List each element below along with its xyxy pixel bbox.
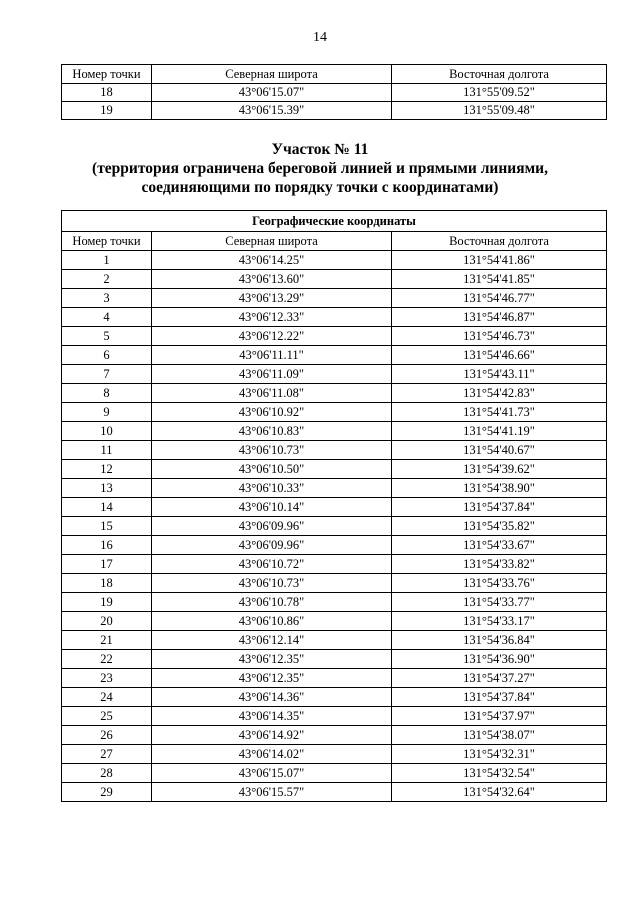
table-row — [62, 707, 607, 726]
cell-latitude: 43°06'10.14" — [152, 498, 392, 517]
table-row — [62, 517, 607, 536]
cell-point-number: 13 — [62, 479, 152, 498]
main-coordinates-table — [61, 210, 607, 802]
table-row — [62, 745, 607, 764]
table-row — [62, 498, 607, 517]
cell-point-number: 6 — [62, 346, 152, 365]
table-row — [62, 384, 607, 403]
cell-latitude: 43°06'10.83" — [152, 422, 392, 441]
cell-longitude: 131°54'32.64" — [392, 783, 607, 802]
cell-point-number: 7 — [62, 365, 152, 384]
cell-latitude: 43°06'15.07" — [152, 84, 392, 102]
cell-latitude: 43°06'10.50" — [152, 460, 392, 479]
table-row — [62, 650, 607, 669]
table-row — [62, 327, 607, 346]
table-row — [62, 574, 607, 593]
cell-longitude: 131°54'36.84" — [392, 631, 607, 650]
cell-latitude: 43°06'10.78" — [152, 593, 392, 612]
table-row — [62, 251, 607, 270]
cell-latitude: 43°06'15.57" — [152, 783, 392, 802]
cell-latitude: 43°06'10.72" — [152, 555, 392, 574]
cell-point-number: 1 — [62, 251, 152, 270]
cell-point-number: 18 — [62, 84, 152, 102]
cell-latitude: 43°06'12.22" — [152, 327, 392, 346]
table-row — [62, 688, 607, 707]
cell-point-number: 5 — [62, 327, 152, 346]
cell-longitude: 131°54'41.85" — [392, 270, 607, 289]
cell-latitude: 43°06'15.39" — [152, 102, 392, 120]
cell-longitude: 131°54'46.87" — [392, 308, 607, 327]
cell-longitude: 131°54'39.62" — [392, 460, 607, 479]
table-row — [62, 479, 607, 498]
group-header: Географические координаты — [62, 211, 607, 232]
table-row — [62, 555, 607, 574]
cell-point-number: 15 — [62, 517, 152, 536]
cell-longitude: 131°54'41.73" — [392, 403, 607, 422]
cell-latitude: 43°06'10.73" — [152, 574, 392, 593]
section-title: Участок № 11 — [271, 141, 369, 158]
cell-longitude: 131°54'33.77" — [392, 593, 607, 612]
cell-latitude: 43°06'10.86" — [152, 612, 392, 631]
cell-latitude: 43°06'14.02" — [152, 745, 392, 764]
cell-point-number: 25 — [62, 707, 152, 726]
cell-point-number: 8 — [62, 384, 152, 403]
cell-point-number: 19 — [62, 593, 152, 612]
table-row — [62, 270, 607, 289]
table-row — [62, 346, 607, 365]
cell-longitude: 131°54'40.67" — [392, 441, 607, 460]
cell-longitude: 131°54'33.82" — [392, 555, 607, 574]
cell-point-number: 16 — [62, 536, 152, 555]
table-row — [62, 308, 607, 327]
cell-latitude: 43°06'12.35" — [152, 650, 392, 669]
cell-latitude: 43°06'14.25" — [152, 251, 392, 270]
cell-point-number: 26 — [62, 726, 152, 745]
cell-longitude: 131°54'46.77" — [392, 289, 607, 308]
table-row — [62, 726, 607, 745]
cell-latitude: 43°06'12.14" — [152, 631, 392, 650]
column-header-latitude: Северная широта — [152, 232, 392, 251]
table-row — [62, 289, 607, 308]
group-header-row — [62, 211, 607, 232]
cell-latitude: 43°06'10.33" — [152, 479, 392, 498]
cell-point-number: 21 — [62, 631, 152, 650]
table-header-row — [62, 232, 607, 251]
section-heading — [0, 140, 640, 197]
table-row — [62, 593, 607, 612]
cell-point-number: 14 — [62, 498, 152, 517]
table-row — [62, 84, 607, 102]
cell-latitude: 43°06'12.35" — [152, 669, 392, 688]
table-row — [62, 422, 607, 441]
cell-longitude: 131°54'33.76" — [392, 574, 607, 593]
cell-longitude: 131°54'46.73" — [392, 327, 607, 346]
cell-point-number: 4 — [62, 308, 152, 327]
cell-point-number: 23 — [62, 669, 152, 688]
table-row — [62, 403, 607, 422]
table-header-row — [62, 65, 607, 84]
cell-point-number: 20 — [62, 612, 152, 631]
cell-point-number: 9 — [62, 403, 152, 422]
cell-longitude: 131°54'37.27" — [392, 669, 607, 688]
cell-longitude: 131°54'43.11" — [392, 365, 607, 384]
cell-longitude: 131°54'33.17" — [392, 612, 607, 631]
cell-point-number: 11 — [62, 441, 152, 460]
cell-latitude: 43°06'11.08" — [152, 384, 392, 403]
cell-longitude: 131°54'33.67" — [392, 536, 607, 555]
cell-longitude: 131°54'37.84" — [392, 498, 607, 517]
table-row — [62, 441, 607, 460]
cell-point-number: 10 — [62, 422, 152, 441]
cell-longitude: 131°54'46.66" — [392, 346, 607, 365]
page-number: 14 — [313, 30, 327, 45]
cell-latitude: 43°06'12.33" — [152, 308, 392, 327]
cell-longitude: 131°55'09.48" — [392, 102, 607, 120]
cell-latitude: 43°06'09.96" — [152, 536, 392, 555]
table-row — [62, 102, 607, 120]
cell-point-number: 19 — [62, 102, 152, 120]
cell-point-number: 17 — [62, 555, 152, 574]
table-row — [62, 669, 607, 688]
column-header-point-number: Номер точки — [62, 65, 152, 84]
cell-latitude: 43°06'13.60" — [152, 270, 392, 289]
cell-point-number: 28 — [62, 764, 152, 783]
cell-latitude: 43°06'11.09" — [152, 365, 392, 384]
cell-longitude: 131°54'37.97" — [392, 707, 607, 726]
cell-latitude: 43°06'10.73" — [152, 441, 392, 460]
cell-longitude: 131°54'36.90" — [392, 650, 607, 669]
table-row — [62, 536, 607, 555]
cell-latitude: 43°06'13.29" — [152, 289, 392, 308]
cell-longitude: 131°54'35.82" — [392, 517, 607, 536]
table-row — [62, 631, 607, 650]
cell-point-number: 29 — [62, 783, 152, 802]
cell-longitude: 131°54'41.19" — [392, 422, 607, 441]
cell-longitude: 131°54'42.83" — [392, 384, 607, 403]
section-subtitle-line1: (территория ограничена береговой линией и прямыми линиями, — [92, 160, 548, 177]
cell-point-number: 2 — [62, 270, 152, 289]
cell-latitude: 43°06'14.36" — [152, 688, 392, 707]
top-coordinates-table — [61, 64, 607, 120]
column-header-point-number: Номер точки — [62, 232, 152, 251]
cell-point-number: 12 — [62, 460, 152, 479]
cell-longitude: 131°54'32.31" — [392, 745, 607, 764]
cell-point-number: 3 — [62, 289, 152, 308]
cell-latitude: 43°06'10.92" — [152, 403, 392, 422]
cell-latitude: 43°06'14.92" — [152, 726, 392, 745]
cell-longitude: 131°54'38.90" — [392, 479, 607, 498]
cell-longitude: 131°55'09.52" — [392, 84, 607, 102]
column-header-longitude: Восточная долгота — [392, 65, 607, 84]
cell-longitude: 131°54'37.84" — [392, 688, 607, 707]
cell-point-number: 22 — [62, 650, 152, 669]
cell-latitude: 43°06'14.35" — [152, 707, 392, 726]
column-header-longitude: Восточная долгота — [392, 232, 607, 251]
cell-longitude: 131°54'41.86" — [392, 251, 607, 270]
cell-point-number: 27 — [62, 745, 152, 764]
table-row — [62, 612, 607, 631]
table-row — [62, 460, 607, 479]
column-header-latitude: Северная широта — [152, 65, 392, 84]
table-row — [62, 365, 607, 384]
section-subtitle-line2: соединяющими по порядку точки с координатами) — [141, 179, 499, 196]
cell-point-number: 24 — [62, 688, 152, 707]
cell-latitude: 43°06'11.11" — [152, 346, 392, 365]
cell-latitude: 43°06'15.07" — [152, 764, 392, 783]
cell-longitude: 131°54'32.54" — [392, 764, 607, 783]
cell-point-number: 18 — [62, 574, 152, 593]
table-row — [62, 783, 607, 802]
table-row — [62, 764, 607, 783]
cell-latitude: 43°06'09.96" — [152, 517, 392, 536]
cell-longitude: 131°54'38.07" — [392, 726, 607, 745]
